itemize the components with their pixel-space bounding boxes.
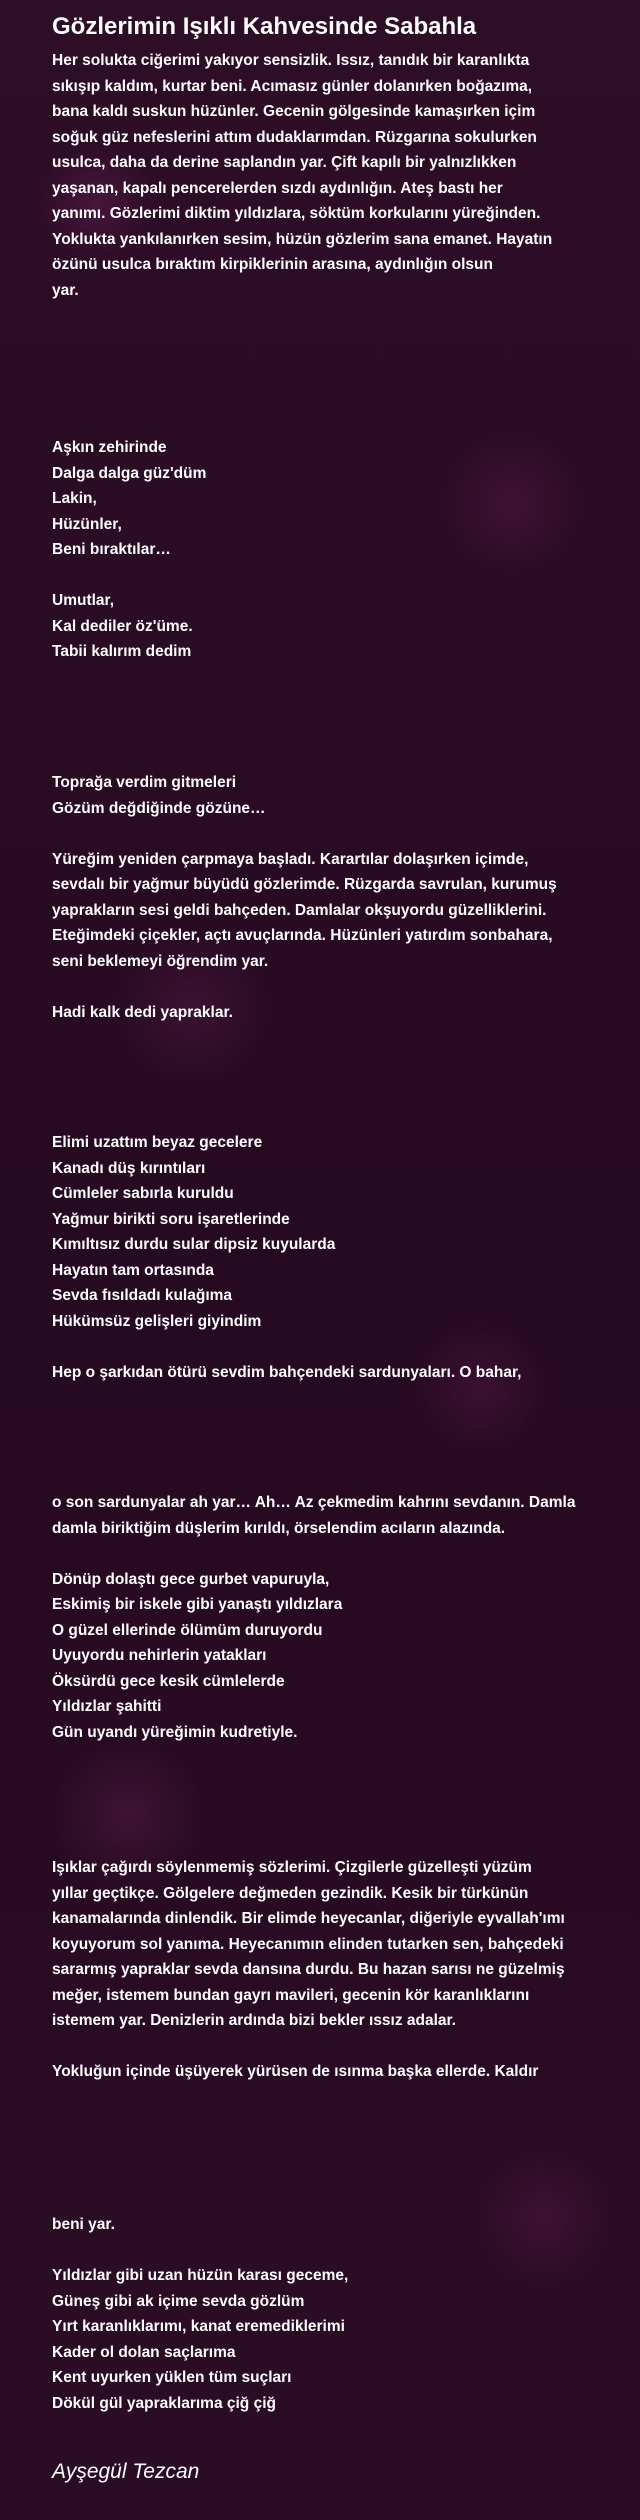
poem-line: Yırt karanlıklarımı, kanat eremediklerimi (52, 2318, 345, 2335)
poem-line: Yıldızlar şahitti (52, 1698, 162, 1715)
poem-line: Her solukta ciğerimi yakıyor sensizlik. Issız, tanıdık bir karanlıkta (52, 52, 530, 69)
poem-line: Kader ol dolan saçlarıma (52, 2343, 236, 2361)
poem-line: Cümleler sabırla kuruldu (52, 1185, 234, 1202)
poem-line: Yıldızlar gibi uzan hüzün karası geceme, (52, 2267, 349, 2284)
poem-line: O güzel ellerinde ölümüm duruyordu (52, 1621, 323, 1639)
poem-line: sevdalı bir yağmur büyüdü gözlerimde. Rüzgarda savrulan, kurumuş (52, 876, 557, 893)
poem-line: Toprağa verdim gitmeleri (52, 774, 237, 791)
poem-line: damla biriktiğim düşlerim kırıldı, örselendim acıların alazında. (52, 1519, 506, 1537)
poem-line: Yağmur birikti soru işaretlerinde (52, 1210, 290, 1228)
poem-line: beni yar. (52, 2216, 115, 2233)
poem-line: yar. (52, 281, 79, 299)
poem-line: Sevda fısıldadı kulağıma (52, 1287, 233, 1304)
poem-line: Hep o şarkıdan ötürü sevdim bahçendeki sardunyaları. O bahar, (52, 1363, 522, 1381)
poem-line: Hayatın tam ortasında (52, 1261, 214, 1279)
poem-line: soğuk güz nefeslerini attım dudaklarımdan. Rüzgarına sokulurken (52, 128, 537, 146)
poem-line: kanamalarında dinlendik. Bir elimde heyecanlar, diğeriyle eyvallah'ımı (52, 1910, 565, 1927)
poem-line: seni beklemeyi öğrendim yar. (52, 952, 269, 970)
poem-line: Yokluğun içinde üşüyerek yürüsen de ısınma başka ellerde. Kaldır (52, 2063, 539, 2080)
poem-stanza-5 (52, 1490, 600, 1745)
poem-line: Dökül gül yapraklarıma çiğ çiğ (52, 2394, 276, 2412)
poem-stanza-6 (52, 1855, 600, 2085)
poem-line: Beni bıraktılar… (52, 541, 171, 558)
poem-line: istemem yar. Denizlerin ardında bizi bekler ıssız adalar. (52, 2012, 457, 2029)
poem-line (52, 974, 600, 1000)
poem-line: Aşkın zehirinde (52, 439, 167, 456)
poem-line: Hükümsüz gelişleri giyindim (52, 1312, 262, 1330)
poem-line: yaprakların sesi geldi bahçeden. Damlalar okşuyordu güzelliklerini. (52, 901, 547, 919)
poem-line: özünü usulca bıraktım kirpiklerinin arasına, aydınlığın olsun (52, 256, 493, 273)
poem-line: Gün uyandı yüreğimin kudretiyle. (52, 1723, 298, 1741)
poem-line: usulca, daha da derine saplandın yar. Çift kapılı bir yalnızlıkken (52, 154, 517, 171)
poem-author: Ayşegül Tezcan (52, 2460, 200, 2483)
poem-line: Yüreğim yeniden çarpmaya başladı. Karartılar dolaşırken içimde, (52, 850, 529, 868)
poem-line: Uyuyordu nehirlerin yatakları (52, 1647, 267, 1664)
poem-line: sararmış yapraklar sevda dansına durdu. Bu hazan sarısı ne güzelmiş (52, 1961, 565, 1978)
poem-line (52, 563, 600, 589)
poem-line (52, 1334, 600, 1360)
poem-line: Eteğimdeki çiçekler, açtı avuçlarında. Hüzünleri yatırdım sonbahara, (52, 927, 553, 944)
poem-stanza-3 (52, 770, 600, 1025)
poem-line (52, 1541, 600, 1567)
poem-line (52, 2238, 600, 2264)
poem-line: Umutlar, (52, 592, 115, 609)
poem-line: meğer, istemem bundan gayrı mavileri, gecenin kör karanlıklarını (52, 1986, 530, 2004)
poem-line: koyuyorum sol yanıma. Heyecanımın elinden tutarken sen, bahçedeki (52, 1935, 564, 1953)
poem-line (52, 2034, 600, 2060)
poem-line: yıllar geçtikçe. Gölgelere değmeden gezindik. Kesik bir türkünün (52, 1884, 529, 1902)
poem-line: Yoklukta yankılanırken sesim, hüzün gözlerim sana emanet. Hayatın (52, 230, 553, 248)
poem-line: Hüzünler, (52, 515, 122, 533)
poem-line: Kent uyurken yüklen tüm suçları (52, 2369, 292, 2386)
poem-line: sıkışıp kaldım, kurtar beni. Acımasız günler dolanırken boğazıma, (52, 77, 533, 95)
poem-line: Eskimiş bir iskele gibi yanaştı yıldızlara (52, 1596, 343, 1613)
poem-line: Dönüp dolaştı gece gurbet vapuruyla, (52, 1570, 330, 1588)
poem-title: Gözlerimin Işıklı Kahvesinde Sabahla (52, 13, 477, 40)
poem-line: Kımıltısız durdu sular dipsiz kuyularda (52, 1236, 336, 1253)
poem-line: Güneş gibi ak içime sevda gözlüm (52, 2292, 305, 2310)
poem-line: Elimi uzattım beyaz gecelere (52, 1134, 263, 1151)
poem-line: Kanadı düş kırıntıları (52, 1159, 206, 1177)
poem-line: Hadi kalk dedi yapraklar. (52, 1003, 233, 1021)
poem-stanza-1 (52, 48, 600, 303)
poem-line: yanımı. Gözlerimi diktim yıldızlara, söktüm korkularını yüreğinden. (52, 205, 541, 222)
poem-stanza-7 (52, 2212, 600, 2416)
poem-line: yaşanan, kapalı pencerelerden sızdı aydınlığın. Ateş bastı her (52, 179, 503, 197)
poem-line: Öksürdü gece kesik cümlelerde (52, 1672, 285, 1690)
poem-line: Kal dediler öz'üme. (52, 617, 193, 635)
poem-line: bana kaldı suskun hüzünler. Gecenin gölgesinde kamaşırken içim (52, 103, 536, 120)
poem-line (52, 821, 600, 847)
poem-stanza-2 (52, 435, 600, 665)
poem-line: Tabii kalırım dedim (52, 643, 192, 660)
poem-line: Gözüm değdiğinde gözüne… (52, 799, 266, 817)
poem-line: Lakin, (52, 490, 97, 507)
poem-line: Işıklar çağırdı söylenmemiş sözlerimi. Çizgilerle güzelleşti yüzüm (52, 1859, 532, 1876)
poem-stanza-4 (52, 1130, 600, 1385)
poem-line: Dalga dalga güz'düm (52, 464, 207, 482)
poem-line: o son sardunyalar ah yar… Ah… Az çekmedim kahrını sevdanın. Damla (52, 1494, 576, 1511)
